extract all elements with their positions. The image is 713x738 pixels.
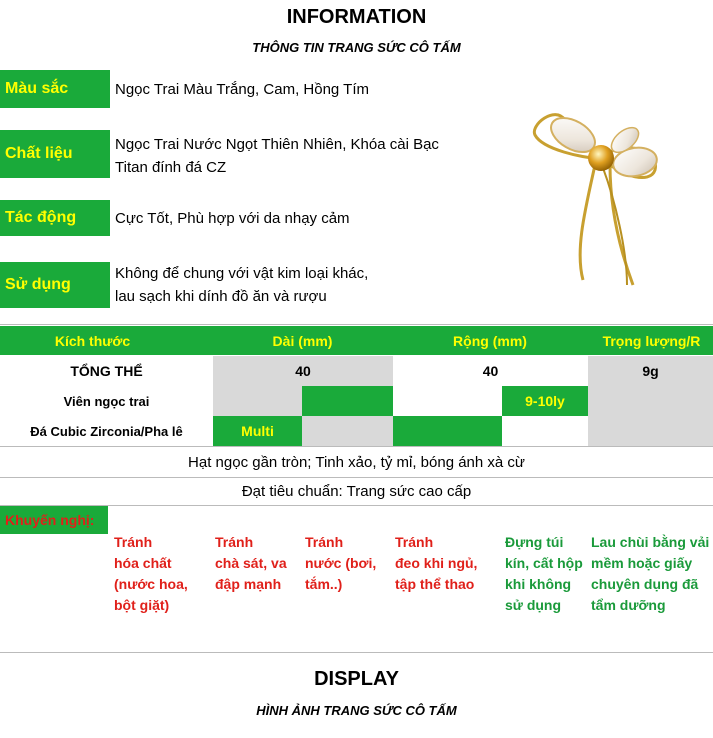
recommend-label: Khuyến nghị: <box>5 512 95 528</box>
advice-line: Tránh <box>114 534 153 550</box>
advice-chemicals <box>114 532 188 616</box>
attr-label-effect: Tác động <box>0 200 110 236</box>
row-pearl-cell <box>588 386 713 416</box>
header-length: Dài (mm) <box>272 332 333 349</box>
header-weight: Trọng lượng/R <box>602 332 701 349</box>
row-overall-weight: 9g <box>588 356 713 386</box>
advice-line: đập mạnh <box>215 576 282 592</box>
attr-label-color: Màu sắc <box>0 70 110 108</box>
advice-line: nước (bơi, <box>305 555 377 571</box>
advice-line: mềm hoặc giấy <box>591 555 693 571</box>
attr-label-material: Chất liệu <box>0 130 110 178</box>
advice-line: Lau chùi bằng vải <box>591 534 710 550</box>
info-subtitle: THÔNG TIN TRANG SỨC CÔ TẤM <box>252 40 461 55</box>
row-cz-cell <box>302 416 393 446</box>
attr-value-material <box>115 133 439 179</box>
attr-value-color <box>115 78 369 101</box>
row-cz-cell <box>588 416 713 446</box>
divider <box>0 324 713 325</box>
row-overall-width: 40 <box>482 363 499 379</box>
advice-storage <box>505 532 583 616</box>
attr-label-usage: Sử dụng <box>0 262 110 308</box>
advice-line: Đựng túi <box>505 534 564 550</box>
display-subtitle: HÌNH ẢNH TRANG SỨC CÔ TẤM <box>256 703 457 718</box>
advice-line: sử dụng <box>505 597 562 613</box>
info-title: INFORMATION <box>286 6 427 28</box>
attr-value-line: Không để chung với vật kim loại khác, <box>115 265 369 282</box>
advice-line: Tránh <box>305 534 344 550</box>
attr-value-effect <box>115 207 350 230</box>
product-image <box>515 100 665 295</box>
attr-value-line: Ngọc Trai Nước Ngọt Thiên Nhiên, Khóa cài Bạc <box>115 136 439 153</box>
advice-line: tập thể thao <box>395 576 475 592</box>
row-cz-note: Multi <box>213 416 302 446</box>
attr-value-line: Ngọc Trai Màu Trắng, Cam, Hồng Tím <box>115 81 369 98</box>
advice-line: (nước hoa, <box>114 576 188 592</box>
row-overall-length: 40 <box>213 356 393 386</box>
advice-line: Tránh <box>395 534 434 550</box>
advice-water <box>305 532 376 595</box>
divider <box>0 652 713 653</box>
advice-line: bột giặt) <box>114 597 170 613</box>
attr-value-line: Titan đính đá CZ <box>115 159 227 176</box>
advice-line: Tránh <box>215 534 254 550</box>
attr-value-usage <box>115 262 368 308</box>
display-title: DISPLAY <box>314 668 399 690</box>
row-pearl-size: 9-10ly <box>502 386 588 416</box>
advice-friction <box>215 532 287 595</box>
advice-line: tắm..) <box>305 576 343 592</box>
attr-value-line: Cực Tốt, Phù hợp với da nhạy cảm <box>115 210 350 227</box>
advice-cleaning <box>591 532 709 616</box>
row-pearl-name: Viên ngọc trai <box>63 393 150 409</box>
row-overall-name: TỔNG THỂ <box>70 363 143 379</box>
advice-sleep <box>395 532 477 595</box>
pearl-bow-brooch-icon <box>515 100 665 295</box>
attr-value-line: lau sạch khi dính đồ ăn và rượu <box>115 288 327 305</box>
header-size: Kích thước <box>54 332 131 349</box>
advice-line: chà sát, va <box>215 555 287 571</box>
row-pearl-cell <box>302 386 393 416</box>
advice-line: tẩm dưỡng <box>591 597 666 613</box>
standard-line: Đạt tiêu chuẩn: Trang sức cao cấp <box>241 483 472 500</box>
advice-line: chuyên dụng đã <box>591 576 699 592</box>
advice-line: khi không <box>505 576 572 592</box>
quality-line: Hạt ngọc gần tròn; Tinh xảo, tỷ mỉ, bóng ánh xà cừ <box>188 453 525 471</box>
row-pearl-cell <box>213 386 302 416</box>
row-cz-name: Đá Cubic Zirconia/Pha lê <box>30 423 183 439</box>
advice-line: hóa chất <box>114 555 172 571</box>
header-width: Rộng (mm) <box>453 332 527 349</box>
advice-line: đeo khi ngủ, <box>395 555 478 571</box>
advice-line: kín, cất hộp <box>505 555 583 571</box>
row-cz-cell <box>393 416 502 446</box>
